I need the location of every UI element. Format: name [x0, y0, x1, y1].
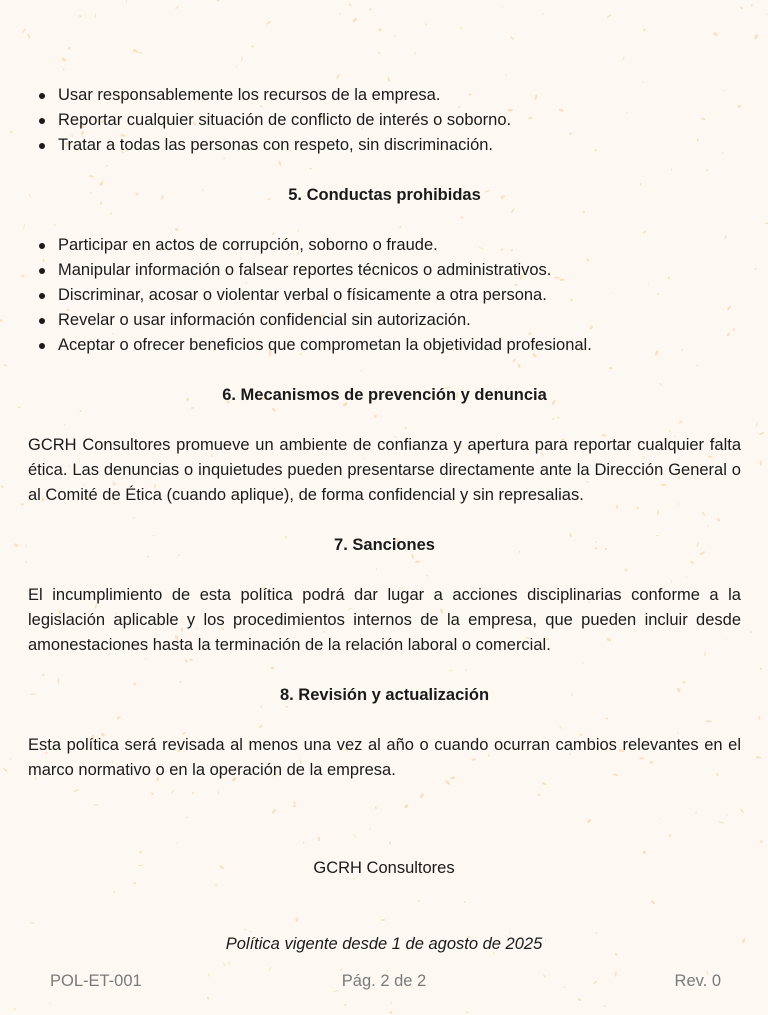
- list-item: Participar en actos de corrupción, soborno o fraude.: [58, 233, 741, 258]
- section-7-heading: 7. Sanciones: [334, 536, 435, 554]
- section-8-body: Esta política será revisada al menos una vez al año o cuando ocurran cambios relevantes en el marco normativo o en la operación de la empresa.: [28, 736, 741, 779]
- document-body: [28, 83, 741, 783]
- section-5-heading: 5. Conductas prohibidas: [288, 186, 481, 204]
- intro-bullet-list: [28, 83, 741, 158]
- section-7-body: El incumplimiento de esta política podrá dar lugar a acciones disciplinarias conforme a la legislación aplicable y los procedimientos internos de la empresa, que pueden incluir desde amonestaciones hasta la terminación de la relación laboral o comercial.: [28, 586, 741, 654]
- revision-label: Rev. 0: [674, 972, 721, 990]
- section-8-heading: 8. Revisión y actualización: [279, 686, 490, 704]
- list-item: Manipular información o falsear reportes técnicos o administrativos.: [58, 258, 741, 283]
- list-item: Aceptar o ofrecer beneficios que comprometan la objetividad profesional.: [58, 333, 741, 358]
- section-6-heading: 6. Mecanismos de prevención y denuncia: [222, 386, 547, 404]
- page-footer: [0, 969, 768, 994]
- page-number: Pág. 2 de 2: [341, 972, 427, 990]
- section-6-body: GCRH Consultores promueve un ambiente de confianza y apertura para reportar cualquier falta ética. Las denuncias o inquietudes pueden presentarse directamente ante la Dirección General o al Comité de Ética (cuando aplique), de forma confidencial y sin represalias.: [28, 436, 741, 504]
- signature-company: GCRH Consultores: [313, 859, 455, 877]
- list-item: Reportar cualquier situación de conflicto de interés o soborno.: [58, 108, 741, 133]
- list-item: Tratar a todas las personas con respeto, sin discriminación.: [58, 133, 741, 158]
- effective-date-note: Política vigente desde 1 de agosto de 2025: [225, 935, 543, 953]
- list-item: Revelar o usar información confidencial sin autorización.: [58, 308, 741, 333]
- prohibited-conduct-list: [28, 233, 741, 358]
- document-code: POL-ET-001: [50, 972, 142, 990]
- list-item: Usar responsablemente los recursos de la empresa.: [58, 83, 741, 108]
- list-item: Discriminar, acosar o violentar verbal o físicamente a otra persona.: [58, 283, 741, 308]
